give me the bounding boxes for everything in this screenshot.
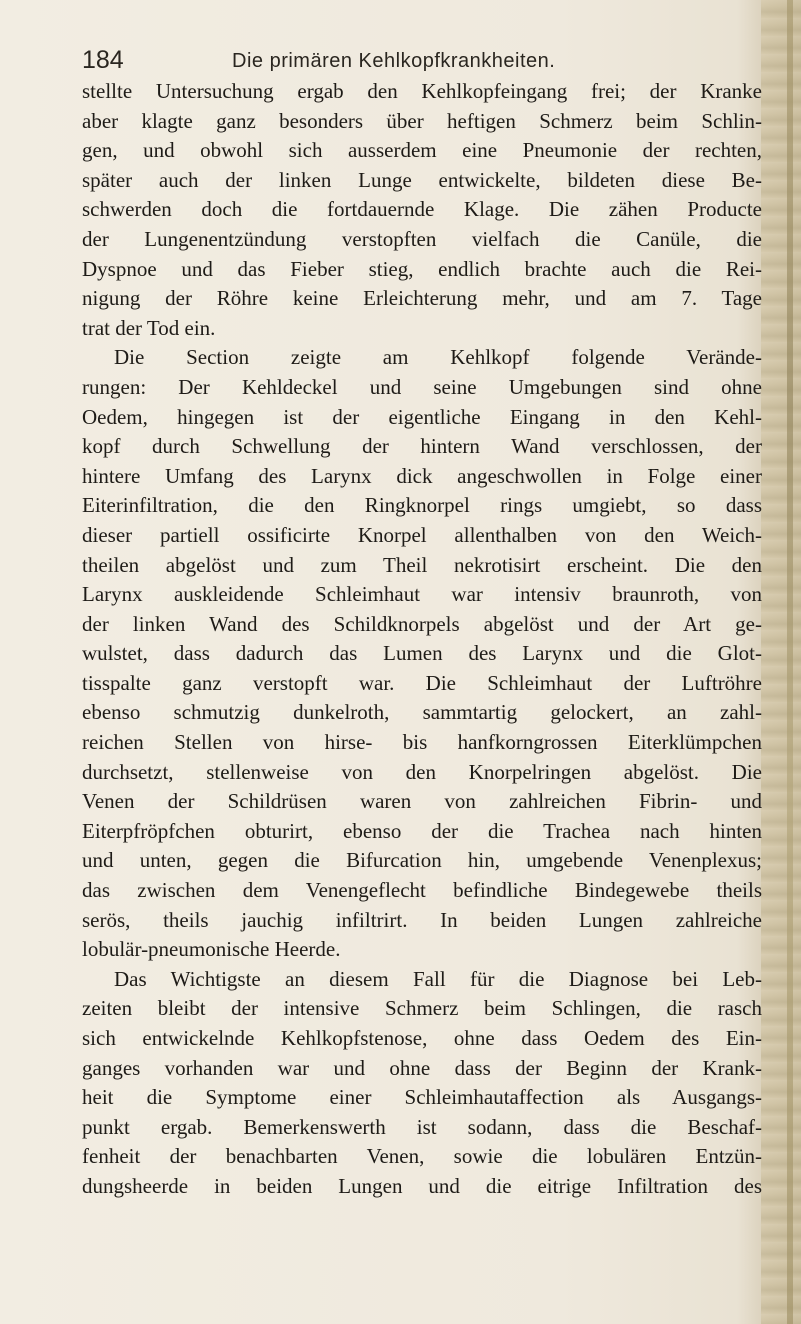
text-line: trat der Tod ein.: [82, 315, 216, 340]
text-line: fenheit der benachbarten Venen, sowie die lobulären Entzün-: [82, 1144, 762, 1169]
text-line: und unten, gegen die Bifurcation hin, umgebende Venenplexus;: [82, 848, 762, 873]
text-line: durchsetzt, stellenweise von den Knorpelringen abgelöst. Die: [82, 759, 762, 784]
page-number: 184: [82, 46, 124, 74]
text-line: Larynx auskleidende Schleimhaut war intensiv braunroth, von: [82, 582, 762, 607]
text-line: später auch der linken Lunge entwickelte, bildeten diese Be-: [82, 167, 762, 192]
body-text: [82, 77, 762, 1202]
running-title: Die primären Kehlkopfkrankheiten.: [232, 50, 556, 72]
text-line: ganges vorhanden war und ohne dass der Beginn der Krank-: [82, 1055, 762, 1080]
text-line: wulstet, dass dadurch das Lumen des Larynx und die Glot-: [82, 641, 762, 666]
text-line: lobulär-pneumonische Heerde.: [82, 937, 341, 962]
text-line: gen, und obwohl sich ausserdem eine Pneumonie der rechten,: [82, 138, 762, 163]
text-line: heit die Symptome einer Schleimhautaffection als Ausgangs-: [82, 1085, 762, 1110]
text-line: dungsheerde in beiden Lungen und die eitrige Infiltration des: [82, 1173, 762, 1198]
text-line: nigung der Röhre keine Erleichterung mehr, und am 7. Tage: [82, 286, 762, 311]
text-line: tisspalte ganz verstopft war. Die Schleimhaut der Luftröhre: [82, 670, 762, 695]
text-line: das zwischen dem Venengeflecht befindliche Bindegewebe theils: [82, 878, 762, 903]
text-line: theilen abgelöst und zum Theil nekrotisirt erscheint. Die den: [82, 552, 762, 577]
text-line: kopf durch Schwellung der hintern Wand verschlossen, der: [82, 434, 762, 459]
text-line: Venen der Schildrüsen waren von zahlreichen Fibrin- und: [82, 789, 762, 814]
text-line: aber klagte ganz besonders über heftigen Schmerz beim Schlin-: [82, 108, 762, 133]
text-line: Dyspnoe und das Fieber stieg, endlich brachte auch die Rei-: [82, 256, 762, 281]
text-line: punkt ergab. Bemerkenswerth ist sodann, dass die Beschaf-: [82, 1114, 762, 1139]
text-line: stellte Untersuchung ergab den Kehlkopfeingang frei; der Kranke: [82, 79, 762, 103]
page-edge-shadow: [761, 0, 801, 1324]
text-line: zeiten bleibt der intensive Schmerz beim Schlingen, die rasch: [82, 996, 762, 1021]
text-line: hintere Umfang des Larynx dick angeschwollen in Folge einer: [82, 463, 762, 488]
text-line: schwerden doch die fortdauernde Klage. Die zähen Producte: [82, 197, 762, 222]
page-edge-binding: [787, 0, 793, 1324]
text-line: ebenso schmutzig dunkelroth, sammtartig gelockert, an zahl-: [82, 700, 762, 725]
text-line: der linken Wand des Schildknorpels abgelöst und der Art ge-: [82, 611, 762, 636]
text-line: sich entwickelnde Kehlkopfstenose, ohne dass Oedem des Ein-: [82, 1026, 762, 1050]
text-line: dieser partiell ossificirte Knorpel allenthalben von den Weich-: [82, 522, 762, 547]
text-line: serös, theils jauchig infiltrirt. In beiden Lungen zahlreiche: [82, 907, 762, 932]
running-header: [82, 45, 762, 79]
text-line: Das Wichtigste an diesem Fall für die Diagnose bei Leb-: [114, 966, 762, 991]
text-line: Die Section zeigte am Kehlkopf folgende Verände-: [114, 345, 762, 370]
text-line: Eiterpfröpfchen obturirt, ebenso der die Trachea nach hinten: [82, 818, 762, 843]
text-line: rungen: Der Kehldeckel und seine Umgebungen sind ohne: [82, 374, 762, 399]
text-line: Oedem, hingegen ist der eigentliche Eingang in den Kehl-: [82, 404, 762, 429]
text-line: reichen Stellen von hirse- bis hanfkorngrossen Eiterklümpchen: [82, 730, 762, 755]
text-line: der Lungenentzündung verstopften vielfach die Canüle, die: [82, 226, 762, 251]
text-line: Eiterinfiltration, die den Ringknorpel rings umgiebt, so dass: [82, 493, 762, 518]
